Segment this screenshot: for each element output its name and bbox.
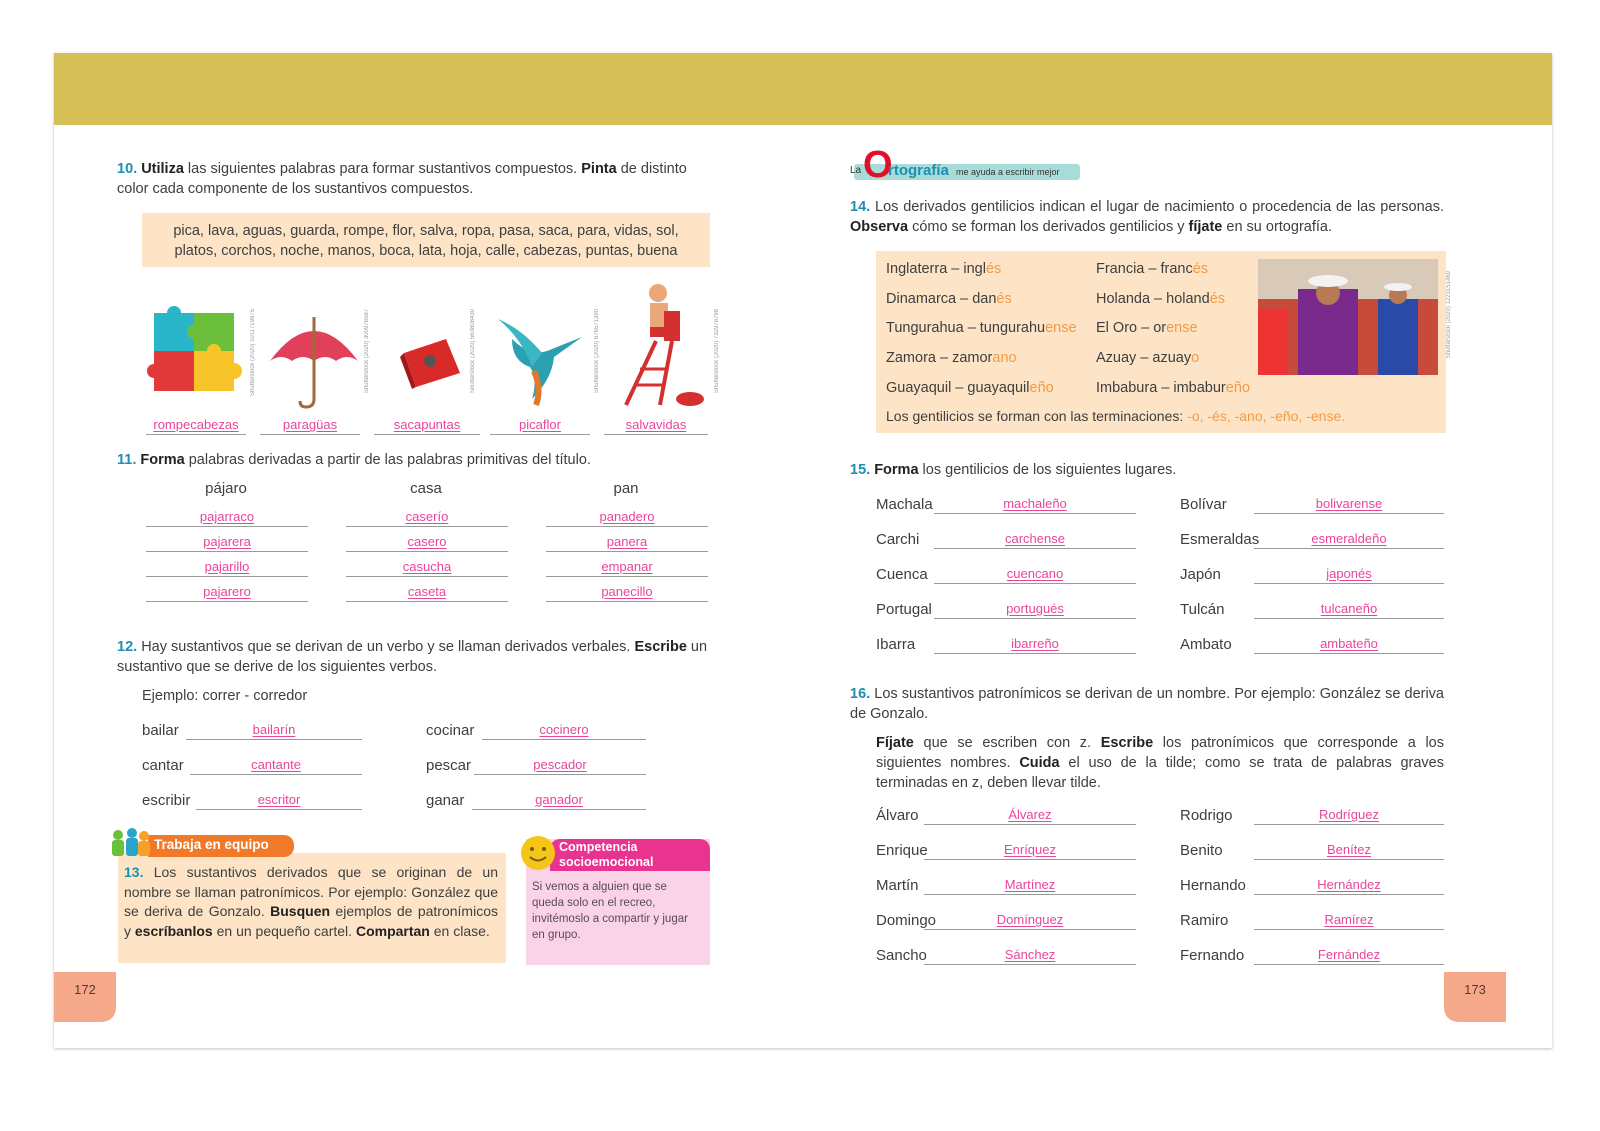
q16-name: Enrique bbox=[876, 842, 928, 859]
q14-rule-suffixes: -o, -és, -ano, -eño, -ense. bbox=[1187, 408, 1346, 424]
gentilicio-suffix: ense bbox=[1166, 320, 1198, 337]
q15-answer[interactable]: esmeraldeño bbox=[1254, 529, 1444, 549]
q11-answer[interactable]: empanar bbox=[546, 557, 708, 577]
q15-place: Bolívar bbox=[1180, 496, 1227, 513]
q12-verb: pescar bbox=[426, 757, 472, 774]
q10-number: 10. bbox=[117, 161, 138, 177]
q14-rule-text: Los gentilicios se forman con las terminaciones: bbox=[886, 408, 1188, 424]
page-number-left: 172 bbox=[54, 972, 116, 1022]
q16-name: Álvaro bbox=[876, 807, 919, 824]
answer-rompecabezas[interactable]: rompecabezas bbox=[146, 415, 246, 435]
textbook-spread bbox=[54, 53, 1552, 1048]
q11-answer[interactable]: caseta bbox=[346, 582, 508, 602]
competencia-header bbox=[559, 840, 653, 870]
q12-answer[interactable]: ganador bbox=[472, 790, 646, 810]
q16-answer[interactable]: Rodríguez bbox=[1254, 805, 1444, 825]
q11-col-title-pan: pan bbox=[613, 480, 639, 497]
competencia-title-1: Competencia bbox=[559, 840, 638, 854]
gentilicio-item bbox=[886, 318, 1077, 338]
q15-answer[interactable]: ambateño bbox=[1254, 634, 1444, 654]
gentilicio-item bbox=[1096, 378, 1250, 398]
answer-salvavidas[interactable]: salvavidas bbox=[604, 415, 708, 435]
q12-prompt bbox=[117, 637, 717, 677]
smiley-icon bbox=[518, 833, 558, 873]
gentilicio-base: Zamora – zamor bbox=[886, 350, 993, 367]
credit-2: Shutterstock (2020) 300976587 bbox=[364, 309, 370, 394]
q11-answer[interactable]: panadero bbox=[546, 507, 708, 527]
q15-answer[interactable]: ibarreño bbox=[934, 634, 1136, 654]
gentilicio-base: Imbabura – imbabur bbox=[1096, 379, 1226, 396]
q12-verb: cocinar bbox=[426, 722, 475, 739]
q12-answer[interactable]: bailarín bbox=[186, 720, 362, 740]
q16-name: Fernando bbox=[1180, 947, 1245, 964]
q15-place: Cuenca bbox=[876, 566, 928, 583]
ortografia-big-o: O bbox=[863, 144, 893, 186]
photo-credit: Shutterstock (2020) 1223151469 bbox=[1446, 271, 1452, 359]
q10-wordbank: pica, lava, aguas, guarda, rompe, flor, salva, ropa, pasa, saca, para, vidas, sol, platos, corchos, noche, manos, boca, lata, hoja, calle, cabezas, puntas, buena bbox=[142, 213, 710, 267]
q16-answer[interactable]: Sánchez bbox=[924, 945, 1136, 965]
q16-name: Benito bbox=[1180, 842, 1223, 859]
q12-answer[interactable]: cantante bbox=[190, 755, 362, 775]
ortografia-tagline: me ayuda a escribir mejor bbox=[956, 167, 1060, 177]
q13-number: 13. bbox=[124, 864, 144, 880]
q13-prompt bbox=[124, 863, 498, 941]
q11-answer[interactable]: pajarillo bbox=[146, 557, 308, 577]
q12-text: Hay sustantivos que se derivan de un verbo y se llaman derivados verbales. Escribe un sustantivo que se derive de los siguientes verbos. bbox=[117, 639, 708, 675]
q16-name: Sancho bbox=[876, 947, 927, 964]
q12-number: 12. bbox=[117, 639, 138, 655]
sharpener-image bbox=[396, 333, 466, 393]
gentilicio-base: Guayaquil – guayaquil bbox=[886, 379, 1030, 396]
q14-number: 14. bbox=[850, 199, 871, 215]
q15-answer[interactable]: cuencano bbox=[934, 564, 1136, 584]
q14-rule bbox=[886, 408, 1345, 424]
q11-col-title-pajaro: pájaro bbox=[205, 480, 247, 497]
team-header: Trabaja en equipo bbox=[154, 837, 269, 852]
gentilicio-suffix: és bbox=[996, 290, 1012, 307]
q15-place: Carchi bbox=[876, 531, 920, 548]
q15-answer[interactable]: portugués bbox=[934, 599, 1136, 619]
gentilicio-item bbox=[1096, 318, 1198, 338]
top-color-band bbox=[54, 53, 1552, 125]
team-people-icon bbox=[104, 827, 154, 861]
q15-answer[interactable]: bolivarense bbox=[1254, 494, 1444, 514]
q15-place: Ibarra bbox=[876, 636, 916, 653]
answer-paraguas[interactable]: paragüas bbox=[260, 415, 360, 435]
q15-place: Machala bbox=[876, 496, 933, 513]
hummingbird-image bbox=[492, 309, 588, 409]
gentilicio-base: Holanda – holand bbox=[1096, 290, 1210, 307]
q15-answer[interactable]: japonés bbox=[1254, 564, 1444, 584]
q12-answer[interactable]: pescador bbox=[474, 755, 646, 775]
q11-answer[interactable]: pajarraco bbox=[146, 507, 308, 527]
q16-answer[interactable]: Fernández bbox=[1254, 945, 1444, 965]
q16-answer[interactable]: Domínguez bbox=[924, 910, 1136, 930]
gentilicio-suffix: ense bbox=[1045, 320, 1077, 337]
q11-answer[interactable]: panecillo bbox=[546, 582, 708, 602]
puzzle-image bbox=[144, 303, 248, 403]
gentilicio-suffix: és bbox=[1192, 261, 1209, 277]
q15-place: Ambato bbox=[1180, 636, 1232, 653]
q16-name: Rodrigo bbox=[1180, 807, 1233, 824]
answer-sacapuntas[interactable]: sacapuntas bbox=[374, 415, 480, 435]
q16-name: Domingo bbox=[876, 912, 937, 929]
q15-answer[interactable]: carchense bbox=[934, 529, 1136, 549]
credit-3: Shutterstock (2020) 563808430 bbox=[470, 309, 476, 394]
gentilicio-item bbox=[1096, 259, 1208, 279]
q11-col-title-casa: casa bbox=[410, 480, 442, 497]
q12-example: Ejemplo: correr - corredor bbox=[142, 688, 308, 704]
q15-answer[interactable]: machaleño bbox=[934, 494, 1136, 514]
gentilicio-base: Dinamarca – dan bbox=[886, 290, 997, 307]
gentilicio-item bbox=[886, 259, 1001, 279]
q15-place: Esmeraldas bbox=[1180, 531, 1260, 548]
q15-place: Japón bbox=[1180, 566, 1221, 583]
competencia-title-2: socioemocional bbox=[559, 855, 654, 869]
q15-text: Forma los gentilicios de los siguientes lugares. bbox=[874, 462, 1177, 478]
q11-answer[interactable]: casucha bbox=[346, 557, 508, 577]
gentilicio-item bbox=[1096, 348, 1199, 368]
q11-answer[interactable]: pajarera bbox=[146, 532, 308, 552]
credit-1: Shutterstock (2020) 1011719875 bbox=[250, 309, 256, 396]
gentilicio-base: Francia – franc bbox=[1096, 261, 1193, 277]
parade-photo bbox=[1258, 259, 1438, 375]
q15-number: 15. bbox=[850, 462, 871, 478]
q12-verb: ganar bbox=[426, 792, 465, 809]
q11-number: 11. bbox=[117, 452, 137, 468]
q16-number: 16. bbox=[850, 686, 871, 702]
q12-verb: cantar bbox=[142, 757, 184, 774]
answer-picaflor[interactable]: picaflor bbox=[490, 415, 590, 435]
q16-name: Hernando bbox=[1180, 877, 1246, 894]
q16-text-1: Los sustantivos patronímicos se derivan de un nombre. Por ejemplo: González se deriva de Gonzalo. bbox=[850, 686, 1444, 722]
q12-verb: bailar bbox=[142, 722, 179, 739]
q15-place: Tulcán bbox=[1180, 601, 1225, 618]
gentilicio-suffix: eño bbox=[1225, 379, 1250, 396]
credit-4: Shutterstock (2020) 676571390 bbox=[594, 309, 600, 394]
q11-answer[interactable]: caserío bbox=[346, 507, 508, 527]
q16-text-2: Fíjate que se escriben con z. Escribe los patronímicos que corresponde a los siguientes nombres. Cuida el uso de la tilde; como se trata de palabras graves terminadas en z, deben llevar tilde. bbox=[876, 735, 1444, 791]
gentilicio-item bbox=[886, 348, 1017, 368]
q13-text: Los sustantivos derivados que se originan de un nombre se llaman patronímicos. Por ejemplo: González que se deriva de Gonzalo. Busquen ejemplos de patronímicos y escríbanlos en un pequeño cartel. Compartan en clase. bbox=[124, 864, 498, 939]
q16-answer[interactable]: Álvarez bbox=[924, 805, 1136, 825]
gentilicio-base: Tungurahua – tungurahu bbox=[886, 320, 1046, 337]
q11-text: Forma palabras derivadas a partir de las palabras primitivas del título. bbox=[140, 452, 591, 468]
q16-answer[interactable]: Benítez bbox=[1254, 840, 1444, 860]
q11-answer[interactable]: panera bbox=[546, 532, 708, 552]
q16-answer[interactable]: Enríquez bbox=[924, 840, 1136, 860]
q16-name: Ramiro bbox=[1180, 912, 1229, 929]
ortografia-banner bbox=[850, 144, 1082, 186]
gentilicio-suffix: és bbox=[985, 261, 1002, 277]
gentilicio-suffix: és bbox=[1209, 290, 1226, 307]
q11-answer[interactable]: casero bbox=[346, 532, 508, 552]
gentilicio-item bbox=[886, 378, 1054, 398]
q11-answer[interactable]: pajarero bbox=[146, 582, 308, 602]
q10-prompt bbox=[117, 159, 717, 199]
competencia-text: Si vemos a alguien que se queda solo en el recreo, invitémoslo a compartir y jugar en grupo. bbox=[532, 881, 688, 941]
gentilicio-base: El Oro – or bbox=[1096, 320, 1167, 337]
q14-text: Los derivados gentilicios indican el lugar de nacimiento o procedencia de las personas. Observa cómo se forman los derivados gentilicios y fíjate en su ortografía. bbox=[850, 199, 1444, 235]
q16-answer[interactable]: Hernández bbox=[1254, 875, 1444, 895]
gentilicio-base: Inglaterra – ingl bbox=[886, 261, 986, 277]
ortografia-la: La bbox=[850, 165, 862, 176]
gentilicio-base: Azuay – azuay bbox=[1096, 350, 1192, 367]
gentilicio-suffix: o bbox=[1191, 350, 1200, 367]
q12-answer[interactable]: cocinero bbox=[482, 720, 646, 740]
q16-prompt bbox=[850, 684, 1444, 724]
credit-5: Shutterstock (2020) 732976798 bbox=[714, 309, 720, 394]
page-number-right: 173 bbox=[1444, 972, 1506, 1022]
q15-prompt bbox=[850, 460, 1450, 480]
q16-answer[interactable]: Martínez bbox=[924, 875, 1136, 895]
gentilicio-item bbox=[1096, 289, 1225, 309]
q11-prompt bbox=[117, 450, 717, 470]
q14-prompt bbox=[850, 197, 1444, 237]
lifeguard-image bbox=[612, 281, 708, 409]
q16-answer[interactable]: Ramírez bbox=[1254, 910, 1444, 930]
q12-answer[interactable]: escritor bbox=[196, 790, 362, 810]
q10-text: Utiliza las siguientes palabras para formar sustantivos compuestos. Pinta de distinto color cada componente de los sustantivos compuestos. bbox=[117, 161, 687, 197]
q15-answer[interactable]: tulcaneño bbox=[1254, 599, 1444, 619]
umbrella-image bbox=[266, 311, 362, 411]
ortografia-word: rtografía bbox=[888, 162, 949, 179]
q16-name: Martín bbox=[876, 877, 919, 894]
gentilicio-suffix: ano bbox=[992, 350, 1017, 367]
gentilicio-suffix: eño bbox=[1029, 379, 1054, 396]
gentilicio-item bbox=[886, 289, 1012, 309]
q12-verb: escribir bbox=[142, 792, 191, 809]
q15-place: Portugal bbox=[876, 601, 932, 618]
